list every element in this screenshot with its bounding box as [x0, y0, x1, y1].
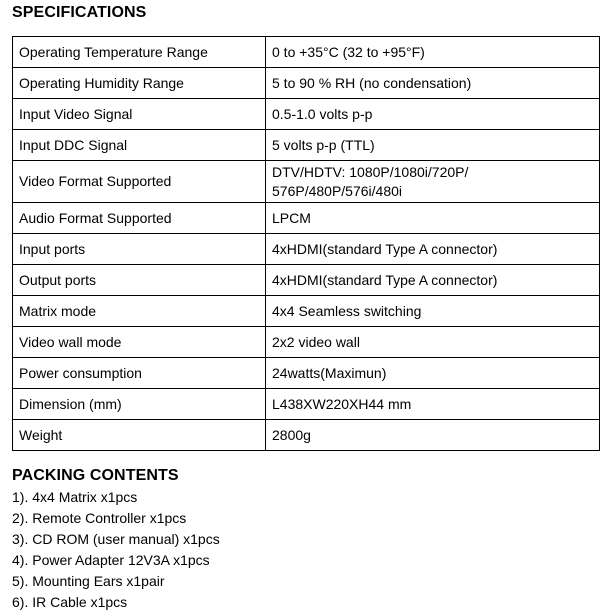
- table-row: [13, 130, 600, 161]
- spec-label: Output ports: [13, 265, 266, 296]
- spec-value: 2x2 video wall: [266, 327, 600, 358]
- specifications-heading: SPECIFICATIONS: [12, 4, 147, 21]
- table-row: [13, 99, 600, 130]
- list-item: 3). CD ROM (user manual) x1pcs: [12, 531, 220, 547]
- table-row: [13, 265, 600, 296]
- list-item: 2). Remote Controller x1pcs: [12, 510, 187, 526]
- spec-label: Input Video Signal: [13, 99, 266, 130]
- spec-label: Dimension (mm): [13, 389, 266, 420]
- list-item: 4). Power Adapter 12V3A x1pcs: [12, 552, 210, 568]
- spec-value: LPCM: [266, 203, 600, 234]
- spec-label: Video wall mode: [13, 327, 266, 358]
- list-item: 1). 4x4 Matrix x1pcs: [12, 489, 138, 505]
- table-row: [13, 203, 600, 234]
- list-item: 5). Mounting Ears x1pair: [12, 573, 165, 589]
- spec-label: Audio Format Supported: [13, 203, 266, 234]
- spec-value-line: 576P/480P/576i/480i: [272, 182, 402, 199]
- table-row: [13, 161, 600, 203]
- table-row: [13, 296, 600, 327]
- packing-contents-list: [12, 487, 220, 613]
- table-row: [13, 37, 600, 68]
- spec-label: Video Format Supported: [13, 161, 266, 203]
- spec-label: Operating Temperature Range: [13, 37, 266, 68]
- spec-value: 0.5-1.0 volts p-p: [266, 99, 600, 130]
- spec-value: 4x4 Seamless switching: [266, 296, 600, 327]
- spec-value: L438XW220XH44 mm: [266, 389, 600, 420]
- spec-value: 5 to 90 % RH (no condensation): [266, 68, 600, 99]
- list-item: 6). IR Cable x1pcs: [12, 594, 128, 610]
- table-row: [13, 420, 600, 451]
- table-row: [13, 389, 600, 420]
- spec-label: Power consumption: [13, 358, 266, 389]
- spec-value: 0 to +35°C (32 to +95°F): [266, 37, 600, 68]
- spec-label: Operating Humidity Range: [13, 68, 266, 99]
- specifications-table: [12, 36, 600, 451]
- spec-value: 4xHDMI(standard Type A connector): [266, 234, 600, 265]
- table-row: [13, 68, 600, 99]
- table-row: [13, 234, 600, 265]
- spec-value-line: DTV/HDTV: 1080P/1080i/720P/: [272, 163, 469, 180]
- packing-contents-heading: PACKING CONTENTS: [12, 467, 179, 484]
- spec-value: 24watts(Maximun): [266, 358, 600, 389]
- spec-label: Input DDC Signal: [13, 130, 266, 161]
- spec-value: 2800g: [266, 420, 600, 451]
- spec-label: Weight: [13, 420, 266, 451]
- spec-label: Matrix mode: [13, 296, 266, 327]
- spec-value: 4xHDMI(standard Type A connector): [266, 265, 600, 296]
- table-row: [13, 327, 600, 358]
- spec-label: Input ports: [13, 234, 266, 265]
- spec-value: 5 volts p-p (TTL): [266, 130, 600, 161]
- spec-value: [266, 161, 600, 203]
- table-row: [13, 358, 600, 389]
